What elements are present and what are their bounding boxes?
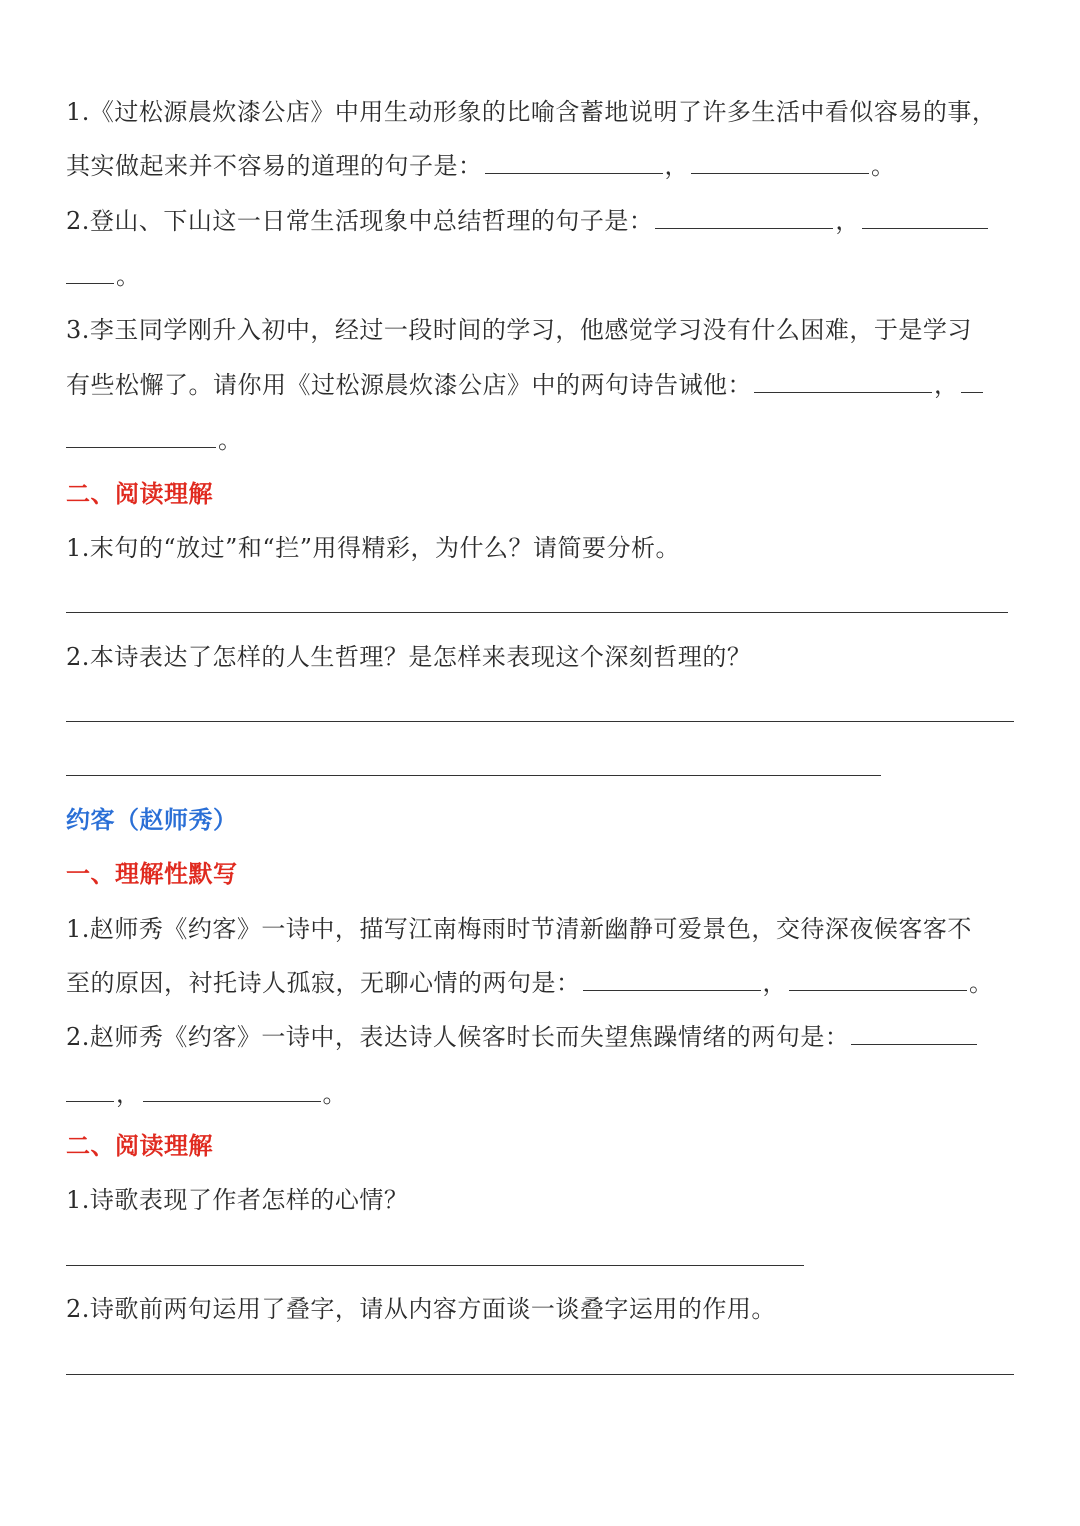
question-1-line-1 bbox=[66, 96, 1014, 128]
question-text: 有些松懈了。请你用《过松源晨炊漆公店》中的两句诗告诫他： bbox=[66, 371, 752, 399]
punctuation: 。 bbox=[871, 152, 896, 180]
question-text: 2.登山、下山这一日常生活现象中总结哲理的句子是： bbox=[66, 207, 654, 235]
poem-title: 约客（赵师秀） bbox=[66, 805, 238, 834]
question-3-line-3 bbox=[66, 424, 1014, 456]
question-1-line-2 bbox=[66, 150, 1014, 182]
poem2-question-1-line-2 bbox=[66, 967, 1014, 999]
punctuation: ， bbox=[762, 969, 787, 997]
poem2-question-1-line-1 bbox=[66, 913, 1014, 945]
answer-blank[interactable] bbox=[485, 151, 663, 174]
question-2-line-2 bbox=[66, 260, 1014, 292]
question-3-line-2 bbox=[66, 369, 1014, 401]
question-2-line-1 bbox=[66, 205, 1014, 237]
answer-blank[interactable] bbox=[66, 1079, 114, 1102]
question-text: 1.赵师秀《约客》一诗中，描写江南梅雨时节清新幽静可爱景色，交待深夜候客客不 bbox=[66, 915, 972, 943]
punctuation: 。 bbox=[969, 969, 994, 997]
question-text: 其实做起来并不容易的道理的句子是： bbox=[66, 152, 483, 180]
reading-question-1: 1.末句的“放过”和“拦”用得精彩，为什么？请简要分析。 bbox=[66, 534, 680, 562]
answer-blank[interactable] bbox=[862, 206, 988, 229]
answer-blank[interactable] bbox=[655, 206, 833, 229]
answer-blank[interactable] bbox=[583, 968, 761, 991]
punctuation: ， bbox=[664, 152, 689, 180]
answer-blank[interactable] bbox=[66, 261, 114, 284]
question-3-line-1 bbox=[66, 314, 1014, 346]
reading-heading: 二、阅读理解 bbox=[66, 479, 213, 508]
dictation-heading: 一、理解性默写 bbox=[66, 859, 238, 888]
question-text: 至的原因，衬托诗人孤寂，无聊心情的两句是： bbox=[66, 969, 581, 997]
poem2-reading-question-1: 1.诗歌表现了作者怎样的心情？ bbox=[66, 1186, 409, 1214]
question-text: 2.赵师秀《约客》一诗中，表达诗人候客时长而失望焦躁情绪的两句是： bbox=[66, 1023, 850, 1051]
answer-blank[interactable] bbox=[754, 370, 932, 393]
answer-line[interactable] bbox=[66, 721, 1014, 722]
answer-blank[interactable] bbox=[691, 151, 869, 174]
answer-line[interactable] bbox=[66, 775, 881, 776]
poem2-reading-question-2: 2.诗歌前两句运用了叠字，请从内容方面谈一谈叠字运用的作用。 bbox=[66, 1295, 776, 1323]
answer-blank[interactable] bbox=[851, 1022, 977, 1045]
answer-blank[interactable] bbox=[961, 370, 983, 393]
poem2-reading-heading: 二、阅读理解 bbox=[66, 1131, 213, 1160]
answer-blank[interactable] bbox=[143, 1079, 321, 1102]
punctuation: ， bbox=[116, 1080, 141, 1108]
poem2-question-2-line-1 bbox=[66, 1021, 1014, 1053]
punctuation: 。 bbox=[218, 426, 243, 454]
punctuation: 。 bbox=[116, 262, 141, 290]
answer-line[interactable] bbox=[66, 612, 1008, 613]
answer-line[interactable] bbox=[66, 1374, 1014, 1375]
answer-blank[interactable] bbox=[66, 425, 216, 448]
question-text: 3.李玉同学刚升入初中，经过一段时间的学习，他感觉学习没有什么困难，于是学习 bbox=[66, 316, 972, 344]
poem2-question-2-line-2 bbox=[66, 1078, 1014, 1110]
reading-question-2: 2.本诗表达了怎样的人生哲理？是怎样来表现这个深刻哲理的？ bbox=[66, 643, 752, 671]
answer-blank[interactable] bbox=[789, 968, 967, 991]
punctuation: ， bbox=[934, 371, 959, 399]
punctuation: ， bbox=[835, 207, 860, 235]
answer-line[interactable] bbox=[66, 1265, 804, 1266]
question-text: 1.《过松源晨炊漆公店》中用生动形象的比喻含蓄地说明了许多生活中看似容易的事， bbox=[66, 98, 997, 126]
punctuation: 。 bbox=[322, 1080, 347, 1108]
